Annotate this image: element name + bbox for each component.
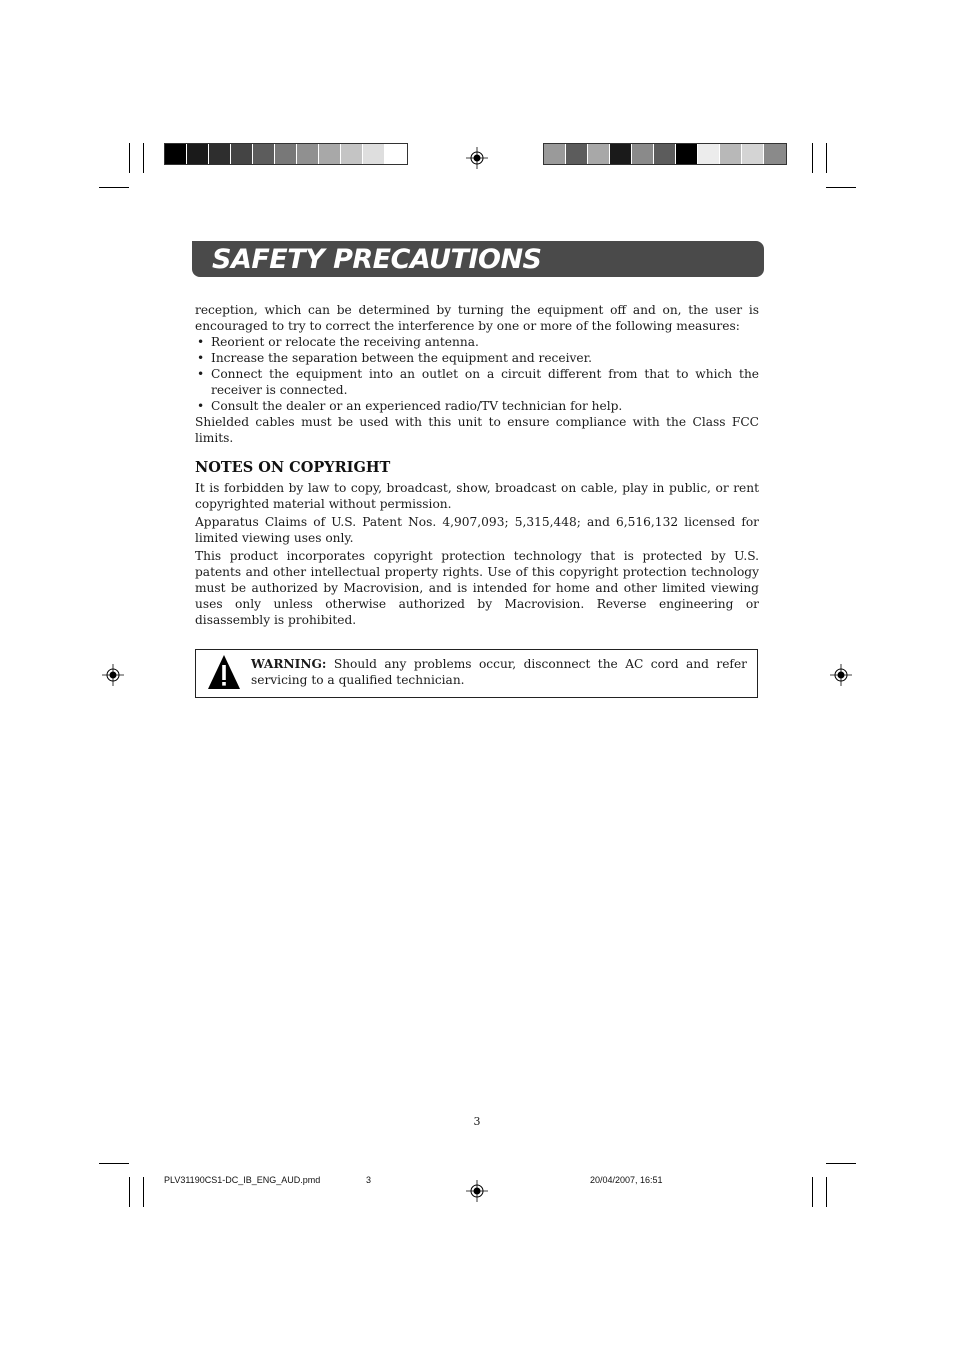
footer-filename: PLV31190CS1-DC_IB_ENG_AUD.pmd [164,1175,321,1185]
color-swatch [764,144,786,164]
page-title: SAFETY PRECAUTIONS [212,244,542,275]
list-item: • Reorient or relocate the receiving antenna. [197,335,479,349]
color-swatch [610,144,632,164]
crop-mark [143,143,144,173]
warning-label: WARNING: [251,657,327,671]
color-swatch [275,144,297,164]
registration-mark-icon [466,147,488,169]
registration-mark-icon [466,1180,488,1202]
color-calibration-bar-left [164,143,408,165]
color-swatch [720,144,742,164]
list-item: • Consult the dealer or an experienced radio/TV technician for help. [197,399,623,413]
registration-mark-icon [102,664,124,686]
footer-page: 3 [366,1175,372,1185]
color-swatch [742,144,764,164]
color-swatch [544,144,566,164]
copyright-paragraph: This product incorporates copyright protection technology that is protected by U.S. patents and other intellectual property rights. Use of this copyright protection technology must be authorized by Macrovision, and is intended for home and other limited viewing uses only unless otherwise authorized by Macrovision. Reverse engineering or disassembly is prohibited. [195,549,759,627]
list-item: • Connect the equipment into an outlet on a circuit different from that to which the receiver is connected. [197,367,759,397]
copyright-paragraph: It is forbidden by law to copy, broadcast, show, broadcast on cable, play in public, or rent copyrighted material without permission. [195,481,759,511]
color-swatch [385,144,407,164]
warning-box [195,649,758,698]
color-swatch [341,144,363,164]
copyright-paragraph: Apparatus Claims of U.S. Patent Nos. 4,907,093; 5,315,448; and 6,516,132 licensed for limited viewing uses only. [195,515,759,545]
intro-paragraph: reception, which can be determined by turning the equipment off and on, the user is encouraged to try to correct the interference by one or more of the following measures: [195,303,759,333]
interference-section [195,302,759,446]
color-swatch [165,144,187,164]
measures-list [195,334,759,414]
crop-mark [812,143,813,173]
copyright-heading: NOTES ON COPYRIGHT [195,459,391,476]
color-swatch [297,144,319,164]
crop-mark [826,1163,856,1164]
crop-mark [826,143,827,173]
crop-mark [99,1163,129,1164]
color-swatch [363,144,385,164]
warning-triangle-icon [206,653,242,691]
color-swatch [231,144,253,164]
color-swatch [588,144,610,164]
color-swatch [319,144,341,164]
list-item: • Increase the separation between the equipment and receiver. [197,351,592,365]
footer-datetime: 20/04/2007, 16:51 [590,1175,663,1185]
copyright-section [195,480,759,630]
crop-mark [812,1177,813,1207]
color-swatch [253,144,275,164]
crop-mark [99,187,129,188]
crop-mark [826,187,856,188]
page-number: 3 [473,1115,481,1128]
crop-mark [129,143,130,173]
color-swatch [187,144,209,164]
crop-mark [143,1177,144,1207]
registration-mark-icon [830,664,852,686]
crop-mark [826,1177,827,1207]
title-banner [192,241,764,277]
color-swatch [566,144,588,164]
crop-mark [129,1177,130,1207]
color-swatch [676,144,698,164]
color-swatch [654,144,676,164]
warning-text: WARNING: Should any problems occur, disconnect the AC cord and refer servicing to a qualified technician. [251,657,747,687]
color-swatch [209,144,231,164]
color-calibration-bar-right [543,143,787,165]
shielded-cables-note: Shielded cables must be used with this unit to ensure compliance with the Class FCC limits. [195,415,759,445]
color-swatch [632,144,654,164]
color-swatch [698,144,720,164]
